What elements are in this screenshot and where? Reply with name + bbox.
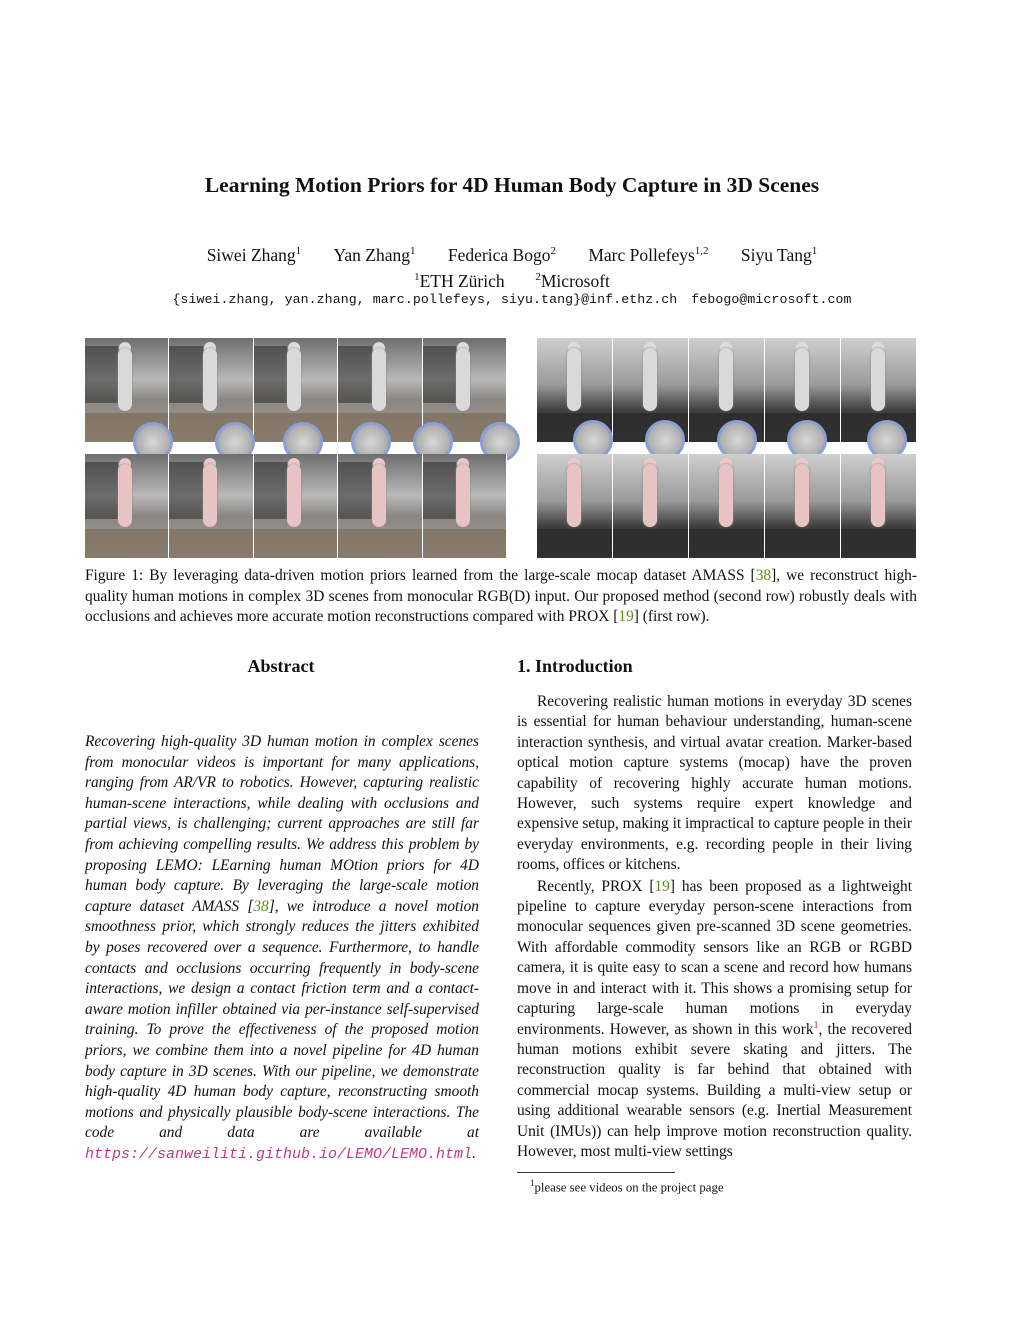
author: Federica Bogo$^2$ [447, 244, 556, 265]
affiliation: Microsoft [540, 270, 610, 291]
footnote-ref-link[interactable]: 1 [813, 1019, 819, 1031]
author: Siyu Tang$^1$ [740, 244, 818, 265]
video-frame [169, 454, 253, 558]
intro-paragraph: Recently, PROX [19] has been proposed as a lightweight pipeline to capture everyday person-scene interactions from monocular sequences given pre-scanned 3D scene geometries. With affordable commodity sensors like an RGB or RGBD camera, it is quite easy to scan a scene and record how humans move in and interact with it. This shows a promising setup for capturing large-scale human motions in everyday environments. However, as shown in this work$^1$, the recovered human motions exhibit severe skating and jitters. The reconstruction quality is far behind that obtained with commercial mocap systems. Building a multi-view setup or using additional wearable sensors (e.g. Inertial Measurement Unit (IMUs)) can help improve motion reconstruction quality. However, most multi-view settings [517, 877, 912, 1160]
abstract-heading: Abstract [247, 656, 315, 676]
citation-link[interactable]: 38 [253, 897, 269, 915]
citation-link[interactable]: 19 [654, 877, 670, 895]
author: Yan Zhang$^1$ [333, 244, 416, 265]
video-frame [85, 454, 169, 558]
project-url-link[interactable]: https://sanweiliti.github.io/LEMO/LEMO.html [85, 1145, 473, 1163]
paper-title: Learning Motion Priors for 4D Human Body Capture in 3D Scenes [204, 173, 820, 197]
email-group: {siwei.zhang, yan.zhang, marc.pollefeys, siyu.tang}@inf.ethz.ch [172, 292, 678, 307]
citation-link[interactable]: 19 [618, 608, 634, 625]
video-frame [423, 454, 507, 558]
abstract-text: Recovering high-quality 3D human motion in complex scenes from monocular videos is important for many applications, ranging from AR/VR to robotics. However, capturing realistic human-scene interactions, while dealing with occlusions and partial views, is challenging; current approaches are still far from achieving compelling results. We address this problem by proposing LEMO: LEarning human MOtion priors for 4D human body capture. By leveraging the large-scale motion capture dataset AMASS [38], we introduce a novel motion smoothness prior, which strongly reduces the jitters exhibited by poses recovered over a sequence. Furthermore, to handle contacts and occlusions occurring frequently in body-scene interactions, we design a contact friction term and a contact-aware motion infiller obtained via per-instance self-supervised training. To prove the effectiveness of the proposed motion priors, we combine them into a novel pipeline for 4D human body capture in 3D scenes. With our pipeline, we demonstrate high-quality 4D human body capture, reconstructing smooth motions and physically plausible body-scene interactions. The code and data are available at https://sanweiliti.github.io/LEMO/LEMO.html. [85, 733, 479, 1163]
author-list [0, 240, 1024, 266]
author-block [0, 240, 1024, 292]
author-emails [0, 292, 1024, 307]
video-frame [689, 454, 765, 558]
video-frame [338, 454, 422, 558]
video-frame [537, 454, 613, 558]
footnote-rule [517, 1172, 675, 1173]
video-frame [613, 454, 689, 558]
affiliations: $^1$ETH Zürich $^2$Microsoft [414, 270, 610, 291]
affiliation: ETH Zürich [419, 270, 505, 291]
citation-link[interactable]: 38 [755, 567, 772, 584]
teaser-figure-right [537, 338, 917, 558]
ours-row-left [85, 454, 507, 558]
video-frame [254, 454, 338, 558]
email-single: febogo@microsoft.com [691, 292, 852, 307]
author: Siwei Zhang$^1$ [206, 244, 302, 265]
intro-paragraph: Recovering realistic human motions in everyday 3D scenes is essential for human behaviour understanding, human-scene interaction synthesis, and virtual avatar creation. Marker-based optical motion capture systems (mocap) have the proven capability of recovering highly accurate human motions. However, such systems require expert knowledge and expensive setup, making it impractical to capture people in their everyday environments, e.g. recording people in their living rooms, offices or kitchens. [517, 693, 912, 874]
teaser-figure-left [85, 338, 507, 558]
introduction-text [517, 692, 912, 1162]
video-frame [841, 454, 917, 558]
ours-row-right [537, 454, 917, 558]
footnote: $^1$please see videos on the project page [530, 1178, 724, 1195]
video-frame [765, 454, 841, 558]
author: Marc Pollefeys$^{1,2}$ [588, 244, 709, 265]
introduction-heading: 1. Introduction [517, 656, 633, 676]
figure-caption: Figure 1: By leveraging data-driven motion priors learned from the large-scale mocap dataset AMASS [38], we reconstruct high-quality human motions in complex 3D scenes from monocular RGB(D) input. Our proposed method (second row) robustly deals with occlusions and achieves more accurate motion reconstructions compared with PROX [19] (first row). [85, 567, 917, 625]
